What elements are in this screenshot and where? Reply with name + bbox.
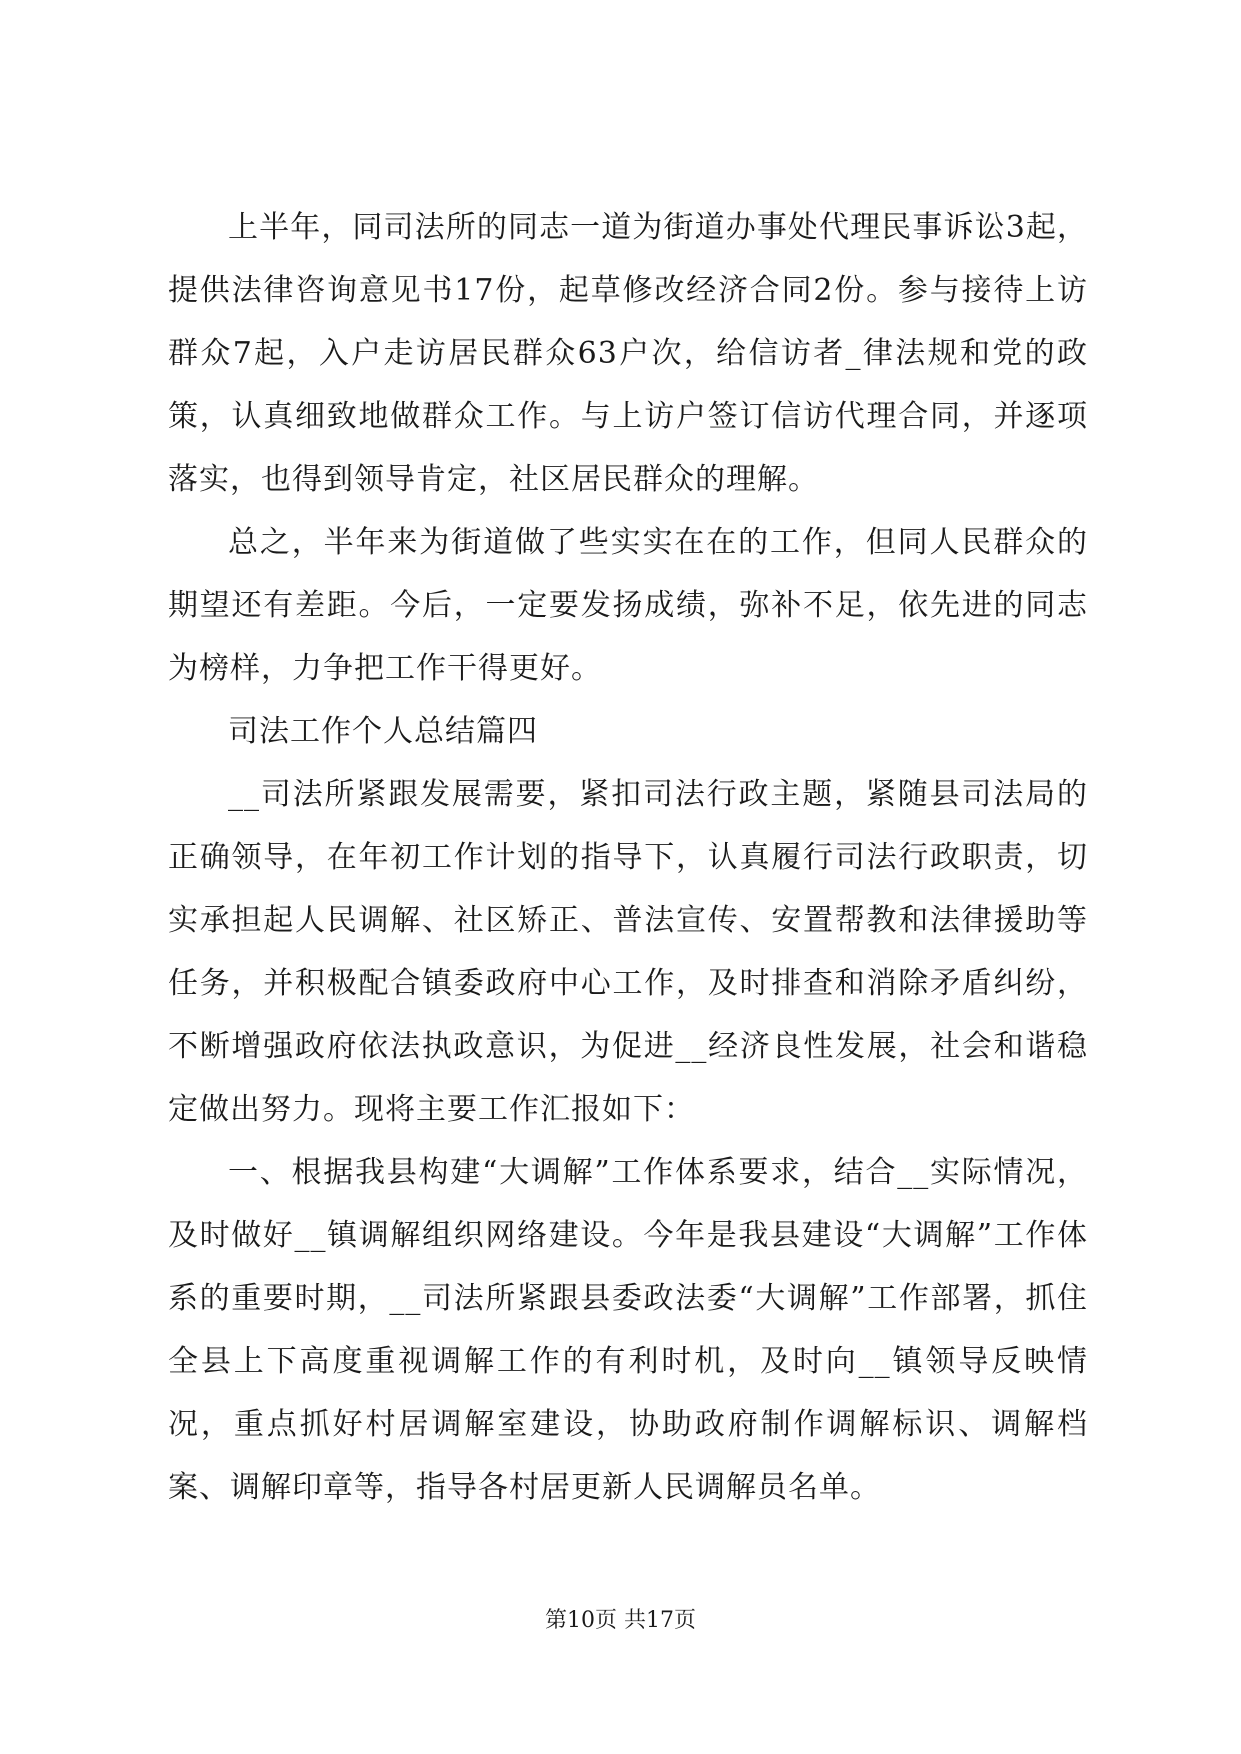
paragraph-conclusion: 总之，半年来为街道做了些实实在在的工作，但同人民群众的期望还有差距。今后，一定要发扬成绩，弥补不足，依先进的同志为榜样，力争把工作干得更好。 — [168, 525, 1088, 686]
paragraph-item-one: 一、根据我县构建“大调解”工作体系要求，结合__实际情况，及时做好__镇调解组织网络建设。今年是我县建设“大调解”工作体系的重要时期，__司法所紧跟县委政法委“大调解”工作部署，抓住全县上下高度重视调解工作的有利时机，及时向__镇领导反映情况，重点抓好村居调解室建设，协助政府制作调解标识、调解档案、调解印章等，指导各村居更新人民调解员名单。 — [168, 1155, 1088, 1505]
paragraph-intro: __司法所紧跟发展需要，紧扣司法行政主题，紧随县司法局的正确领导，在年初工作计划的指导下，认真履行司法行政职责，切实承担起人民调解、社区矫正、普法宣传、安置帮教和法律援助等任务，并积极配合镇委政府中心工作，及时排查和消除矛盾纠纷，不断增强政府依法执政意识，为促进__经济良性发展，社会和谐稳定做出努力。现将主要工作汇报如下： — [168, 777, 1088, 1127]
paragraph-legal-work-summary: 上半年，同司法所的同志一道为街道办事处代理民事诉讼3起，提供法律咨询意见书17份，起草修改经济合同2份。参与接待上访群众7起，入户走访居民群众63户次，给信访者_律法规和党的政策，认真细致地做群众工作。与上访户签订信访代理合同，并逐项落实，也得到领导肯定，社区居民群众的理解。 — [168, 210, 1088, 497]
section-heading: 司法工作个人总结篇四 — [228, 714, 538, 749]
document-body — [168, 196, 1088, 1519]
page-number-footer: 第10页 共17页 — [545, 1608, 696, 1633]
